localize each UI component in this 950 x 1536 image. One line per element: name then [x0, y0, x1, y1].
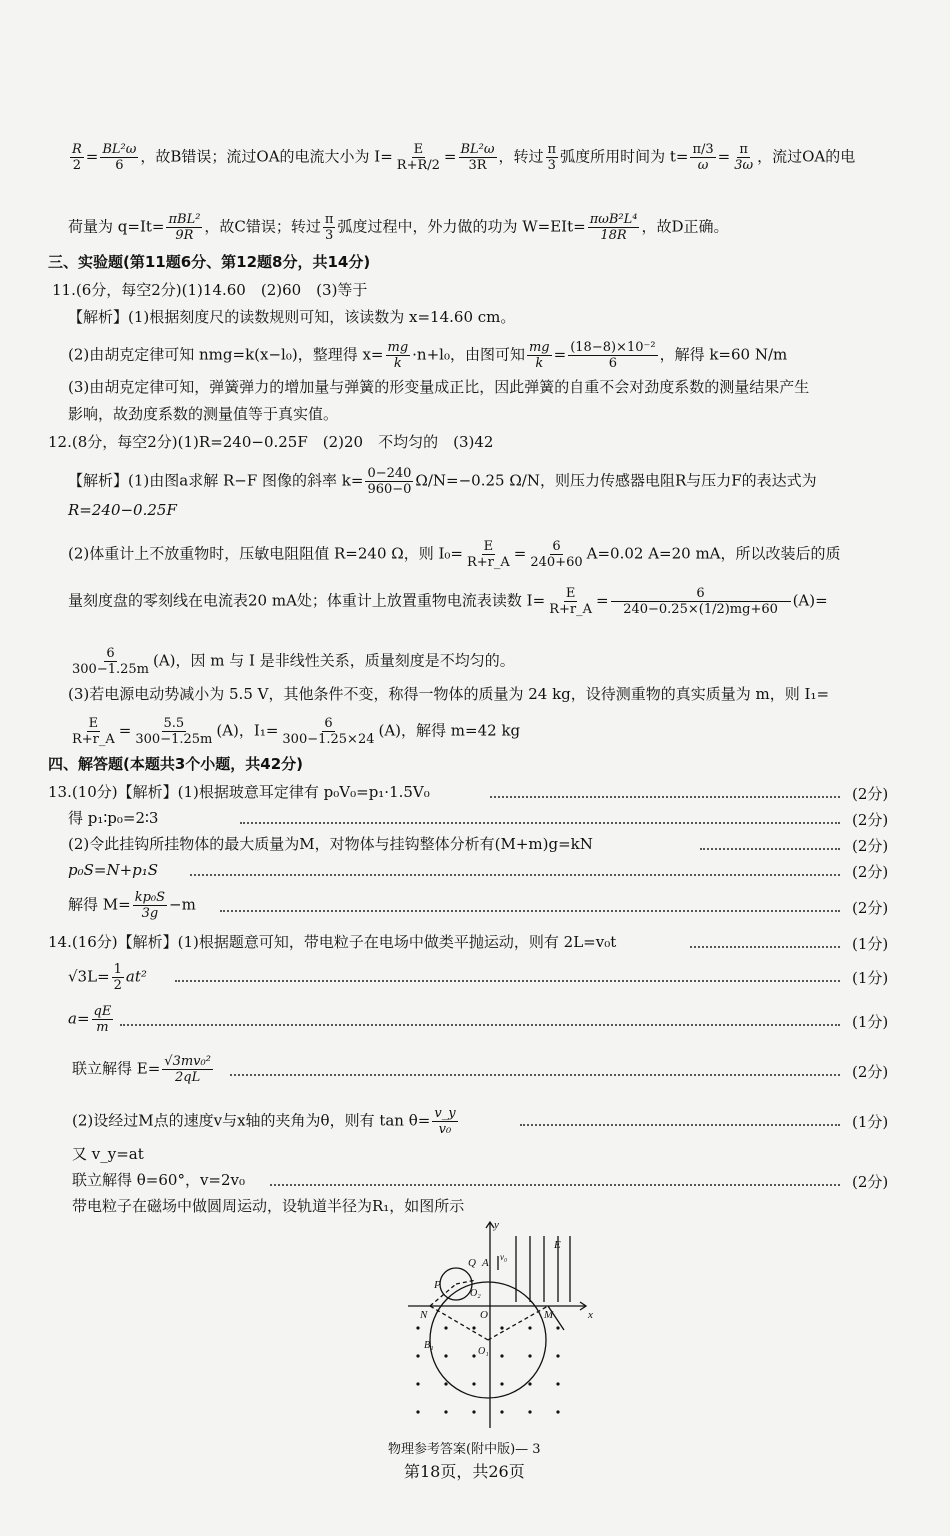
label-E: E: [554, 1239, 561, 1251]
q14-line5: (2)设经过M点的速度v与x轴的夹角为θ，则有 tan θ= $\frac{v\_y}{\text{v₀}}$: [72, 1106, 456, 1137]
score: (2分): [852, 837, 889, 855]
fraction: $\frac{\text{kp₀S}}{3g}$: [134, 890, 166, 921]
dot-leader: [520, 1124, 840, 1126]
dot-leader: [190, 874, 840, 876]
q12-analysis-6: $\frac{E}{R+r\_A}$ = $\frac{5.5}{300-1.25m}$ (A)，I₁= $\frac{6}{300-1.25\times 24}$ (A)，解得 m=42 kg: [72, 716, 521, 747]
footer-page-number: 第18页，共26页: [404, 1462, 525, 1481]
q11-analysis-3: (3)由胡克定律可知，弹簧弹力的增加量与弹簧的形变量成正比，因此弹簧的自重不会对劲度系数的测量结果产生: [68, 378, 810, 396]
fraction: $\frac{E}{R+r\_A}$: [549, 586, 592, 617]
score: (1分): [852, 1013, 889, 1031]
dot-leader: [270, 1184, 840, 1186]
q11-header: 11.(6分，每空2分)(1)14.60 (2)60 (3)等于: [52, 281, 368, 299]
fraction: $\frac{v\_y}{\text{v₀}}$: [434, 1106, 456, 1137]
fraction: πωB²L⁴ 18R: [589, 212, 638, 243]
q12-header: 12.(8分，每空2分)(1)R=240−0.25F (2)20 不均匀的 (3)42: [48, 433, 494, 451]
fraction: $\frac{R}{2}$: [72, 142, 82, 173]
q11-analysis-4: 影响，故劲度系数的测量值等于真实值。: [68, 405, 339, 423]
q13-line1: 13.(10分)【解析】(1)根据玻意耳定律有 p₀V₀=p₁·1.5V₀: [48, 783, 430, 801]
fraction: $\frac{6}{300-1.25m}$: [72, 646, 149, 677]
q12-analysis-4: $\frac{6}{300-1.25m}$ (A)，因 m 与 I 是非线性关系，质量刻度是不均匀的。: [72, 646, 515, 677]
fraction: $\frac{\text{BL²ω}}{6}$: [102, 142, 137, 173]
label-v0: v₀: [500, 1252, 508, 1262]
fraction: $\frac{mg}{k}$: [387, 340, 409, 371]
score: (1分): [852, 969, 889, 987]
dot-leader: [120, 1024, 840, 1026]
fraction: $\frac{5.5}{300-1.25m}$: [135, 716, 213, 747]
fraction: $\frac{1}{2}$: [113, 962, 122, 993]
q14-line2: √3L= $\frac{1}{2}$ at²: [68, 962, 147, 993]
label-O2: O₂: [470, 1288, 481, 1299]
q13-line2: 得 p₁∶p₀=2∶3: [68, 809, 159, 827]
fraction: $\frac{\text{√3mv₀²}}{2qL}$: [164, 1054, 211, 1085]
q12-analysis-3: 量刻度盘的零刻线在电流表20 mA处；体重计上放置重物电流表读数 I= $\frac{E}{R+r\_A}$ = $\frac{6}{240-0.25\times(1/2)mg+60}$ (A)=: [68, 586, 828, 617]
q12-analysis-2: (2)体重计上不放重物时，压敏电阻阻值 R=240 Ω，则 I₀= $\frac{E}{R+r\_A}$ = $\frac{6}{240+60}$ A=0.02 A=20 mA，所以改装后的质: [68, 539, 841, 570]
q14-line7: 联立解得 θ=60°，v=2v₀: [72, 1171, 246, 1189]
score: (2分): [852, 811, 889, 829]
q14-line1: 14.(16分)【解析】(1)根据题意可知，带电粒子在电场中做类平抛运动，则有 2L=v₀t: [48, 933, 617, 951]
q13-line4: p₀S=N+p₁S: [68, 861, 159, 879]
p1-line2: 荷量为 q=It= πBL² 9R ，故C错误；转过 $\frac{\pi}{3}$ 弧度过程中，外力做的功为 W=EIt= πωB²L⁴ 18R ，故D正确。: [68, 212, 729, 243]
label-A: A: [482, 1257, 489, 1269]
label-O1: O₁: [478, 1346, 489, 1357]
q12-analysis-1: 【解析】(1)由图a求解 R−F 图像的斜率 k= $\frac{0-240}{960-0}$ Ω/N=−0.25 Ω/N，则压力传感器电阻R与压力F的表达式为: [68, 466, 817, 497]
label-O: O: [480, 1309, 488, 1321]
p1-line1: $\frac{R}{2}$ = $\frac{\text{BL²ω}}{6}$ ，故B错误；流过OA的电流大小为 I= $\frac{E}{R+R/2}$ = $\frac{\text{BL²ω}}{3R}$ ，转过 $\frac{\pi}{3}$ 弧度所用时间为 t= $\frac{\pi/3}{\omega}$ = $\frac{\pi}{3\omega}$ ，流过OA的电: [72, 142, 856, 173]
fraction: $\frac{qE}{m}$: [93, 1004, 112, 1035]
dot-leader: [220, 910, 840, 912]
score: (2分): [852, 1173, 889, 1191]
label-B1: B₁: [424, 1340, 434, 1351]
q14-line3: a= $\frac{qE}{m}$: [68, 1004, 112, 1035]
footer-subject: 物理参考答案(附中版)— 3: [388, 1442, 541, 1457]
label-P: P: [434, 1279, 441, 1291]
fraction: $\frac{mg}{k}$: [528, 340, 550, 371]
label-M: M: [544, 1309, 554, 1321]
q14-line4: 联立解得 E= $\frac{\text{√3mv₀²}}{2qL}$: [72, 1054, 211, 1085]
q12-analysis-1b: R=240−0.25F: [68, 501, 177, 519]
fraction: $\frac{E}{R+r\_A}$: [72, 716, 115, 747]
score: (2分): [852, 899, 889, 917]
fraction: $\frac{\pi}{3\omega}$: [734, 142, 754, 173]
label-Q: Q: [468, 1257, 476, 1269]
q13-line3: (2)令此挂钩所挂物体的最大质量为M，对物体与挂钩整体分析有(M+m)g=kN: [68, 835, 593, 853]
section-heading-4: 四、解答题(本题共3个小题，共42分): [48, 755, 304, 773]
fraction: $\frac{E}{R+R/2}$: [396, 142, 440, 173]
dot-leader: [175, 980, 840, 982]
q11-analysis-1: 【解析】(1)根据刻度尺的读数规则可知，该读数为 x=14.60 cm。: [68, 308, 516, 326]
score: (2分): [852, 863, 889, 881]
trajectory-figure: [398, 1218, 618, 1438]
dot-leader: [240, 822, 840, 824]
dot-leader: [490, 796, 840, 798]
q14-line8: 带电粒子在磁场中做圆周运动，设轨道半径为R₁，如图所示: [72, 1197, 465, 1215]
score: (1分): [852, 935, 889, 953]
q12-analysis-5: (3)若电源电动势减小为 5.5 V，其他条件不变，称得一物体的质量为 24 kg，设待测重物的真实质量为 m，则 I₁=: [68, 685, 830, 703]
label-N: N: [420, 1309, 428, 1321]
score: (1分): [852, 1113, 889, 1131]
q11-analysis-2: (2)由胡克定律可知 nmg=k(x−l₀)，整理得 x= $\frac{mg}{k}$ ·n+l₀，由图可知 $\frac{mg}{k}$ = $\frac{\text{(18−8)×10⁻²}}{6}$ ，解得 k=60 N/m: [68, 340, 788, 371]
dot-leader: [700, 848, 840, 850]
fraction: $\frac{6}{240-0.25\times(1/2)mg+60}$: [611, 586, 791, 617]
score: (2分): [852, 1063, 889, 1081]
dot-leader: [690, 946, 840, 948]
fraction: $\frac{\pi/3}{\omega}$: [692, 142, 714, 173]
fraction: $\frac{\pi}{3}$: [324, 212, 334, 243]
fraction: $\frac{6}{300-1.25\times 24}$: [282, 716, 375, 747]
label-y: y: [494, 1219, 499, 1231]
fraction: $\frac{\text{(18−8)×10⁻²}}{6}$: [570, 340, 656, 371]
fraction: πBL² 9R: [168, 212, 201, 243]
fraction: $\frac{\pi}{3}$: [547, 142, 557, 173]
dot-leader: [230, 1074, 840, 1076]
fraction: $\frac{\text{BL²ω}}{3R}$: [460, 142, 495, 173]
section-heading-3: 三、实验题(第11题6分、第12题8分，共14分): [48, 253, 371, 271]
fraction: $\frac{0-240}{960-0}$: [367, 466, 412, 497]
label-x: x: [588, 1309, 593, 1321]
q13-line5: 解得 M= $\frac{\text{kp₀S}}{3g}$ −m: [68, 890, 196, 921]
q14-line6: 又 v_y=at: [72, 1145, 144, 1163]
fraction: $\frac{E}{R+r\_A}$: [467, 539, 510, 570]
score: (2分): [852, 785, 889, 803]
fraction: $\frac{6}{240+60}$: [530, 539, 583, 570]
